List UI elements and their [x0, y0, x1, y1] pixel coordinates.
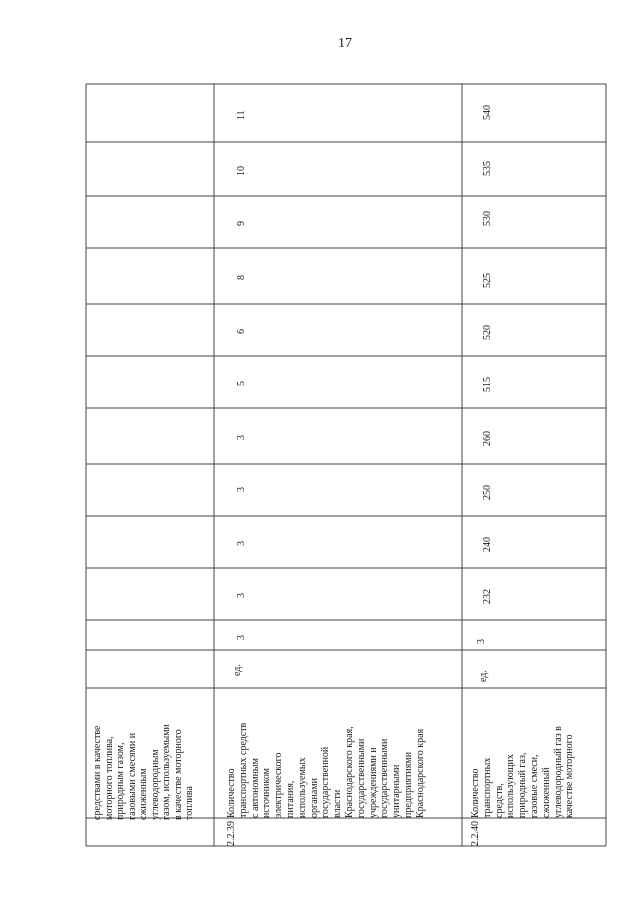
row-description — [226, 690, 427, 818]
cell-value: 515 — [482, 377, 493, 392]
row-description-line: органами — [308, 777, 320, 818]
continuation-line: средствами в качестве — [92, 725, 103, 820]
row-description-line: учреждениями и — [367, 747, 379, 818]
continuation-line: газом, используемыми — [161, 724, 172, 820]
cell-value: 232 — [482, 589, 493, 604]
row-description-line: Краснодарского края — [414, 728, 426, 818]
cell-value: 520 — [482, 325, 493, 340]
row-description-line: государственными — [379, 738, 391, 818]
continuation-line: сжиженным — [138, 768, 149, 820]
row-description-line: используемых — [296, 757, 308, 818]
cell-value: 240 — [482, 537, 493, 552]
continuation-line: газовыми смесями и — [126, 732, 138, 820]
row-description-line: углеводородный газ в — [552, 726, 564, 818]
cell-value: 3 — [236, 435, 247, 440]
cell-value: 6 — [236, 329, 247, 334]
cell-value: 9 — [236, 221, 247, 226]
row-description-line: транспортных — [481, 757, 493, 818]
row-description-line: питания, — [284, 780, 296, 818]
row-description-line: качестве моторного — [564, 734, 576, 818]
row-description-line: сжиженный — [540, 767, 552, 818]
cell-value: 3 — [236, 635, 247, 640]
cell-value: 11 — [236, 110, 247, 120]
row-description-line: транспортных средств — [237, 722, 249, 818]
row-description-line: Количество — [470, 768, 481, 818]
cell-value: 5 — [236, 381, 247, 386]
row-description-line: Краснодарского края, — [343, 726, 355, 818]
continuation-line: топлива — [184, 786, 195, 820]
row-description-line: государственной — [320, 746, 332, 818]
row-description-line: средств, — [493, 783, 505, 818]
cell-value: 535 — [482, 161, 493, 176]
row-description-line: использующих — [505, 754, 517, 818]
row-code: 2.2.40 — [470, 821, 481, 846]
cell-value: 10 — [236, 166, 247, 176]
page-number: 17 — [338, 36, 352, 51]
continuation-line: моторного топлива, — [103, 736, 115, 820]
row-description-line: газовые смеси, — [528, 754, 540, 818]
cell-value: 530 — [482, 211, 493, 226]
row-description-line: природный газ, — [517, 752, 529, 818]
cell-value: 3 — [236, 487, 247, 492]
continuation-line: в качестве моторного — [172, 729, 184, 820]
cell-value: 3 — [236, 593, 247, 598]
cell-value: 525 — [482, 273, 493, 288]
row-unit: ед. — [478, 670, 489, 682]
cell-value: 3 — [476, 639, 487, 644]
row-code: 2.2.39 — [226, 821, 237, 846]
row-description-line: источником — [261, 768, 273, 818]
row-description-line: Количество — [226, 768, 237, 818]
cell-value: 8 — [236, 275, 247, 280]
cell-value: 540 — [482, 105, 493, 120]
row-unit: ед. — [232, 664, 243, 676]
row-description-line: унитарными — [391, 764, 403, 818]
row-description-line: с автономным — [249, 758, 261, 818]
row-description — [470, 690, 576, 818]
cell-value: 260 — [482, 431, 493, 446]
row-description-line: электрического — [273, 752, 285, 818]
continuation-description — [92, 690, 196, 820]
row-description-line: предприятиями — [402, 751, 414, 818]
continuation-line: углеводородным — [149, 749, 161, 820]
row-description-line: власти — [332, 789, 344, 818]
row-description-line: государственными — [355, 738, 367, 818]
cell-value: 250 — [482, 485, 493, 500]
continuation-line: природным газом, — [115, 742, 126, 820]
cell-value: 3 — [236, 541, 247, 546]
